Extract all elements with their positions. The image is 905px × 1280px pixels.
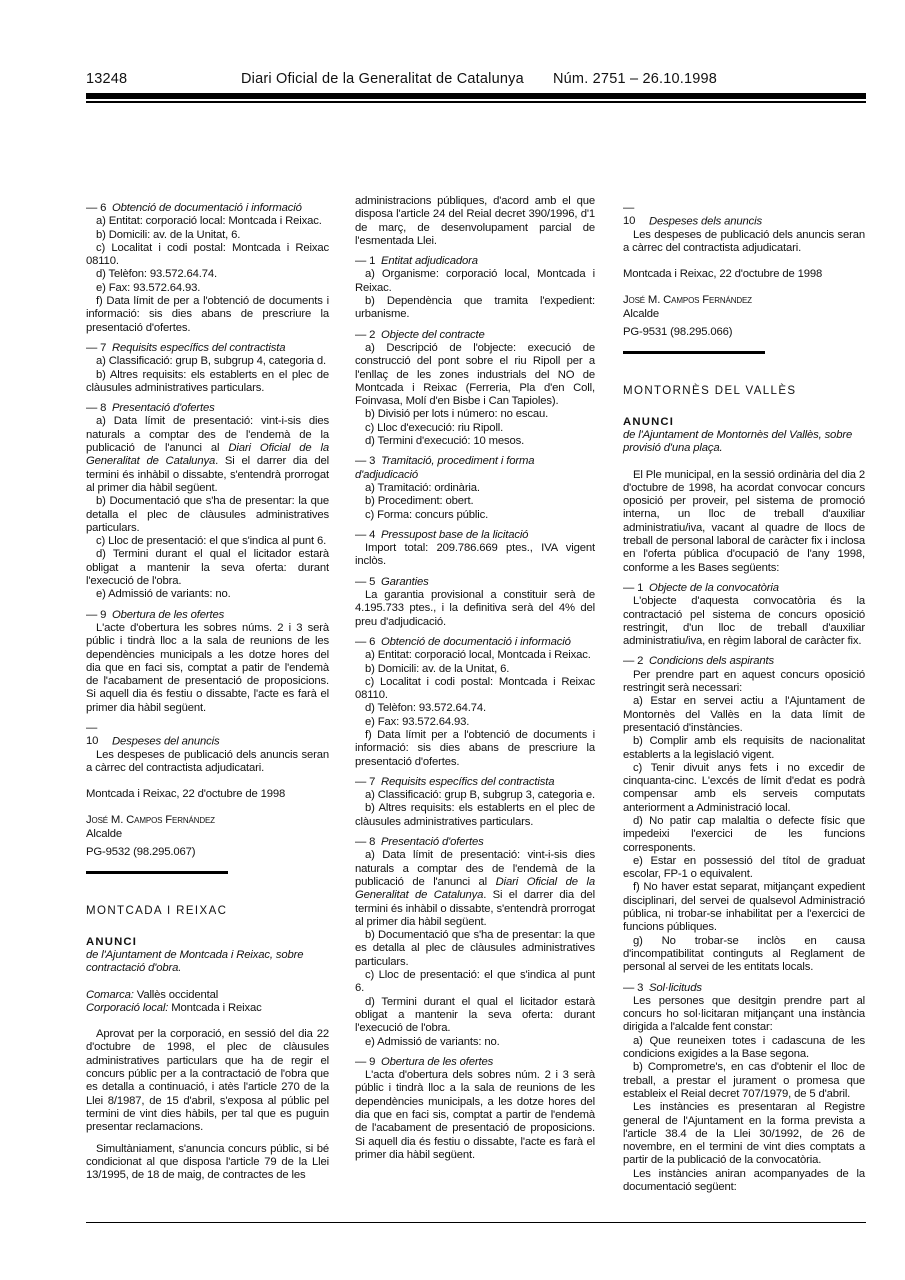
paragraph [355, 435, 595, 448]
text-run: f) No haver estat separat, mitjançant expedient disciplinari, del servei de qualsevol Administració pública, ni trobar-se inhabilitat per a l'exercici de funcions públiques. [623, 881, 865, 934]
paragraph [355, 295, 595, 322]
text-run: e) Fax: 93.572.64.93. [96, 281, 201, 294]
text-run: Aprovat per la corporació, en sessió del dia 22 d'octubre de 1998, el plec de clàusules administratives particulars que ha de regir el concurs públic per a la contractació de l'obra que es detalla a continuació, i atès l'article 270 de la Llei 8/1987, de 15 d'abril, s'exposa al públic pel termini de vint dies hàbils, per tal que es puguin presentar reclamacions. [86, 1028, 329, 1134]
paragraph [355, 495, 595, 508]
section-heading [86, 342, 329, 355]
paragraph [355, 422, 595, 435]
heading-number: — 7 [355, 775, 376, 788]
paragraph [355, 542, 595, 569]
heading-number: — 8 [355, 836, 376, 849]
heading-number: — 3 [355, 455, 376, 468]
heading-title: Objecte de la convocatòria [649, 581, 779, 594]
paragraph [623, 229, 865, 256]
signatory-role: Alcalde [86, 827, 123, 840]
paragraph [355, 482, 595, 495]
heading-title: Pressupost base de la licitació [381, 528, 529, 541]
section-heading [355, 255, 595, 268]
text-run: a) Organisme: corporació local, Montcada i Reixac. [355, 268, 595, 294]
heading-title: Obtenció de documentació i informació [112, 202, 302, 214]
text-run: c) Tenir divuit anys fets i no excedir de cinquanta-cinc. L'excés de límit d'edat es podrà compensar amb els serveis computats anteriorment a Administració local. [623, 761, 865, 814]
text-run: a) Tramitació: ordinària. [365, 481, 480, 494]
section-heading [86, 402, 329, 415]
text-run: . Si el darrer dia del termini és inhàbil o dissabte, s'entendrà prorrogat al primer dia hàbil següent. [355, 889, 596, 928]
paragraph [355, 268, 595, 295]
heading-number: — 10 [623, 202, 636, 228]
heading-title: Obertura de les ofertes [112, 608, 225, 621]
section-heading [623, 982, 865, 995]
paragraph [355, 802, 595, 829]
announcement-subtitle: de l'Ajuntament de Montornès del Vallès, sobre provisió d'una plaça. [623, 428, 853, 455]
text-run: a) Data límit de presentació: vint-i-sis dies naturals a comptar des de l'endemà de la publicació de l'anunci al [355, 849, 595, 888]
heading-title: Obertura de les ofertes [381, 1055, 494, 1068]
place-date: Montcada i Reixac, 22 d'octubre de 1998 [623, 268, 823, 281]
column-3 [623, 195, 865, 1194]
text-run: a) Descripció de l'objecte: execució de construcció del pont sobre el riu Ripoll per a l'enllaç de les zones industrials del NO de Montcada i Reixac (Ferreria, Pla d'en Coll, Foinvasa, Molí d'en Bisbe i Can Tapioles). [355, 341, 595, 408]
section-heading [86, 609, 329, 622]
paragraph [355, 195, 595, 248]
text-run: c) Localitat i codi postal: Montcada i Reixac 08110. [86, 241, 329, 268]
heading-title: Garanties [381, 575, 429, 588]
text-run: e) Fax: 93.572.64.93. [365, 715, 470, 728]
text-run: Import total: 209.786.669 ptes., IVA vigent inclòs. [355, 542, 595, 568]
paragraph [86, 622, 329, 715]
section-heading [355, 455, 595, 482]
text-run: d) Termini d'execució: 10 mesos. [365, 435, 525, 448]
heading-title: Requisits específics del contractista [112, 341, 286, 354]
metadata-line [86, 1002, 329, 1015]
paragraph [86, 1028, 329, 1134]
reference-code: PG-9532 (98.295.067) [86, 846, 196, 859]
paragraph [623, 995, 865, 1035]
paragraph [355, 996, 595, 1036]
announcement-subtitle: de l'Ajuntament de Montcada i Reixac, sobre contractació d'obra. [86, 948, 304, 975]
heading-number: — 3 [623, 981, 644, 994]
paragraph [355, 589, 595, 629]
paragraph [623, 695, 865, 735]
paragraph [355, 663, 595, 676]
paragraph [86, 282, 329, 295]
text-run: f) Data límit de per a l'obtenció de documents i informació: sis dies abans de prescriure la presentació d'ofertes. [86, 295, 329, 334]
heading-number: — 2 [355, 328, 376, 341]
announcement-title: ANUNCI [86, 935, 138, 948]
paragraph [86, 495, 329, 535]
text-run: Les instàncies aniran acompanyades de la documentació següent: [623, 1167, 865, 1193]
paragraph [355, 1036, 595, 1049]
paragraph [355, 1069, 595, 1162]
metadata-value: Vallès occidental [133, 988, 219, 1001]
paragraph [623, 735, 865, 762]
paragraph [86, 268, 329, 281]
paragraph [623, 881, 865, 934]
text-run: a) Data límit de presentació: vint-i-sis dies naturals a comptar des de l'endemà de la publicació de l'anunci al [86, 415, 329, 455]
text-run: Simultàniament, s'anuncia concurs públic, si bé condicionat al que disposa l'article 79 de la Llei 13/1995, de 18 de maig, de contractes de les [86, 1142, 329, 1182]
text-run: e) Admissió de variants: no. [96, 588, 231, 601]
paragraph [86, 369, 329, 396]
paragraph [355, 702, 595, 715]
metadata-value: Montcada i Reixac [168, 1001, 262, 1014]
text-run: c) Lloc de presentació: el que s'indica al punt 6. [355, 969, 595, 995]
text-run: b) Documentació que s'ha de presentar: la que es detalla al plec de clàusules administratives particulars. [355, 929, 595, 968]
section-heading [355, 836, 595, 849]
heading-number: — 9 [355, 1055, 376, 1068]
paragraph [355, 649, 595, 662]
paragraph [355, 342, 595, 408]
text-run: Les despeses de publicació dels anuncis seran a càrrec del contractista adjudicatari. [623, 228, 865, 254]
header-thin-rule [86, 101, 866, 103]
paragraph [86, 588, 329, 601]
signatory-name: José M. Campos Fernández [86, 814, 215, 827]
paragraph [623, 595, 865, 648]
publication-title: Diari Oficial de la Generalitat de Catalunya [241, 71, 524, 87]
text-run: . Si el darrer dia del termini és inhàbil o dissabte, s'entendrà prorrogat al primer dia hàbil següent. [86, 455, 329, 494]
separator-rule [86, 871, 228, 874]
paragraph [623, 469, 865, 575]
announcement-title: ANUNCI [623, 415, 675, 428]
heading-number: — 5 [355, 575, 376, 588]
section-heading [355, 776, 595, 789]
paragraph [86, 749, 329, 776]
heading-number: — 9 [86, 608, 107, 621]
text-run: a) Classificació: grup B, subgrup 3, categoria e. [365, 789, 596, 802]
text-run: c) Lloc de presentació: el que s'indica al punt 6. [96, 535, 327, 548]
heading-number: — 6 [86, 202, 107, 214]
text-run: d) No patir cap malaltia o defecte físic que impedeixi l'exercici de les funcions corresponents. [623, 814, 865, 854]
heading-title: Sol·licituds [649, 981, 702, 994]
section-heading [623, 655, 865, 668]
text-run: L'acta d'obertura dels sobres núm. 2 i 3 serà públic i tindrà lloc a la sala de reunions de les dependències municipals, a les dotze hores del dia que en faci sis, comptat a partir de l'endemà de l'acabament de presentació de proposicions. Si aquell dia és festiu o dissabte, l'acte es farà el primer dia hàbil següent. [355, 1069, 595, 1161]
heading-title: Presentació d'ofertes [381, 836, 484, 849]
heading-title: Despeses del anuncis [112, 735, 220, 748]
paragraph [623, 1101, 865, 1167]
paragraph [86, 215, 329, 228]
text-run: b) Divisió per lots i número: no escau. [365, 408, 549, 421]
footer-rule [86, 1222, 866, 1223]
paragraph [355, 849, 595, 929]
heading-title: Presentació d'ofertes [112, 402, 215, 415]
heading-title: Despeses dels anuncis [649, 215, 763, 228]
metadata-label: Comarca: [86, 988, 134, 1001]
text-run: a) Entitat: corporació local: Montcada i Reixac. [96, 215, 322, 228]
text-run: a) Estar en servei actiu a l'Ajuntament de Montornès del Vallès en la data límit de presentació d'instàncies. [623, 695, 865, 734]
section-heading [355, 1056, 595, 1069]
text-run: g) No trobar-se inclòs en causa d'incompatibilitat continguts al Reglament de personal al servei de les entitats locals. [623, 934, 865, 974]
municipality-heading: MONTCADA I REIXAC [86, 905, 228, 918]
paragraph [623, 1061, 865, 1101]
text-run: c) Lloc d'execució: riu Ripoll. [365, 421, 504, 434]
text-run: b) Altres requisits: els establerts en el plec de clàusules administratives particulars. [355, 802, 595, 828]
text-run: d) Telèfon: 93.572.64.74. [365, 702, 487, 715]
paragraph [86, 295, 329, 335]
text-run: b) Dependència que tramita l'expedient: urbanisme. [355, 295, 595, 321]
italic-run: Diari Oficial de la Generalitat de Catalunya [86, 442, 329, 468]
heading-number: — 2 [623, 655, 644, 668]
place-date: Montcada i Reixac, 22 d'octubre de 1998 [86, 788, 286, 801]
text-run: f) Data límit per a l'obtenció de documents i informació: sis dies abans de prescriure la presentació d'ofertes. [355, 728, 595, 768]
signatory-name: José M. Campos Fernández [623, 294, 752, 307]
paragraph [623, 669, 865, 696]
heading-title: Entitat adjudicadora [381, 255, 478, 268]
paragraph [86, 355, 329, 368]
issue-number-date: Núm. 2751 – 26.10.1998 [553, 71, 718, 87]
heading-number: — 1 [623, 581, 644, 594]
paragraph [355, 789, 595, 802]
text-run: Les instàncies es presentaran al Registre general de l'Ajuntament en la forma prevista a l'article 38.4 de la Llei 30/1992, de 26 de novembre, en el termini de vint dies comptats a partir de la publicació de la convocatòria. [623, 1101, 865, 1167]
text-run: L'objecte d'aquesta convocatòria és la contractació pel sistema de concurs oposició restringit, d'un lloc de treball d'auxiliar administratiu/iva, en règim laboral de caràcter fix. [623, 595, 865, 648]
paragraph [623, 762, 865, 815]
metadata-label: Corporació local: [86, 1001, 169, 1014]
section-heading [355, 329, 595, 342]
heading-number: — 7 [86, 341, 107, 354]
heading-title: Requisits específics del contractista [381, 775, 555, 788]
section-heading [355, 529, 595, 542]
column-2 [355, 195, 595, 1162]
text-run: b) Altres requisits: els establerts en el plec de clàusules administratives particulars. [86, 368, 329, 394]
paragraph [355, 729, 595, 769]
text-run: a) Classificació: grup B, subgrup 4, categoria d. [96, 355, 327, 368]
text-run: d) Termini durant el qual el licitador estarà obligat a mantenir la seva oferta: durant l'execució de l'obra. [86, 548, 329, 588]
paragraph [355, 676, 595, 703]
text-run: administracions públiques, d'acord amb el que disposa l'article 24 del Reial decret 390/1996, d'1 de març, de desenvolupament parcial de l'esmentada Llei. [355, 195, 595, 247]
separator-rule [623, 351, 765, 354]
text-run: b) Complir amb els requisits de nacionalitat establerts a la legislació vigent. [623, 735, 865, 761]
heading-number: — 8 [86, 402, 107, 415]
heading-title: Condicions dels aspirants [649, 655, 774, 668]
header-thick-rule [86, 93, 866, 99]
paragraph [86, 548, 329, 588]
municipality-heading: MONTORNÈS DEL VALLÈS [623, 385, 797, 398]
heading-title: Objecte del contracte [381, 328, 485, 341]
paragraph [355, 509, 595, 522]
heading-number: — 1 [355, 255, 376, 268]
text-run: e) Admissió de variants: no. [365, 1035, 500, 1048]
paragraph [86, 1143, 329, 1183]
heading-number: — 6 [355, 635, 376, 648]
section-heading [86, 722, 329, 749]
paragraph [623, 855, 865, 882]
paragraph [355, 969, 595, 996]
text-run: c) Localitat i codi postal: Montcada i Reixac 08110. [355, 675, 595, 702]
heading-title: Tramitació, procediment i forma d'adjudicació [355, 455, 535, 481]
paragraph [623, 815, 865, 855]
metadata-line [86, 989, 329, 1002]
paragraph [355, 408, 595, 421]
section-heading [623, 202, 865, 229]
text-run: a) Entitat: corporació local, Montcada i Reixac. [365, 649, 591, 662]
paragraph [623, 1168, 865, 1195]
section-heading [623, 582, 865, 595]
column-1 [86, 195, 329, 1182]
text-run: L'acte d'obertura les sobres núms. 2 i 3 serà públic i tindrà lloc a la sala de reunions de les dependències municipals a les dotze hores del dia que en faci sis, comptat a patir de l'endemà de l'acabament de presentació de proposicions. Si aquell dia és festiu o dissabte, l'acte es farà el primer dia hàbil següent. [86, 621, 329, 714]
text-run: b) Procediment: obert. [365, 495, 474, 508]
text-run: b) Comprometre's, en cas d'obtenir el lloc de treball, a prestar el jurament o promesa que estableix el Reial decret 707/1979, de 5 d'abril. [623, 1061, 865, 1100]
section-heading [355, 576, 595, 589]
signatory-role: Alcalde [623, 307, 660, 320]
heading-title: Obtenció de documentació i informació [381, 635, 571, 648]
text-run: b) Domicili: av. de la Unitat, 6. [96, 228, 241, 241]
paragraph [86, 229, 329, 242]
heading-number: — 10 [86, 721, 99, 748]
reference-code: PG-9531 (98.295.066) [623, 326, 733, 339]
text-run: b) Domicili: av. de la Unitat, 6. [365, 662, 510, 675]
italic-run: Diari Oficial de la Generalitat de Catalunya [355, 875, 595, 902]
paragraph [86, 415, 329, 495]
paragraph [86, 535, 329, 548]
page-number: 13248 [86, 71, 128, 87]
paragraph [623, 935, 865, 975]
text-run: e) Estar en possessió del títol de graduat escolar, FP-1 o equivalent. [623, 854, 865, 881]
paragraph [623, 1035, 865, 1062]
section-heading [86, 202, 329, 215]
text-run: a) Que reuneixen totes i cadascuna de les condicions exigides a la Base segona. [623, 1034, 865, 1061]
heading-number: — 4 [355, 528, 376, 541]
text-run: d) Telèfon: 93.572.64.74. [96, 268, 218, 281]
text-run: c) Forma: concurs públic. [365, 508, 489, 521]
text-run: El Ple municipal, en la sessió ordinària del dia 2 d'octubre de 1998, ha acordat convocar concurs oposició per proveir, pel sistema de promoció interna, un lloc de treball d'auxiliar administratiu/iva, vacant al quadre de llocs de treball de personal laboral de caràcter fix i inclosa en l'oferta pública d'ocupació de l'any 1998, conforme a les Bases següents: [623, 468, 865, 574]
text-run: d) Termini durant el qual el licitador estarà obligat a mantenir la seva oferta: durant l'execució de l'obra. [355, 995, 595, 1035]
paragraph [355, 929, 595, 969]
text-run: La garantia provisional a constituir serà de 4.195.733 ptes., i la definitiva serà del 4% del preu d'adjudicació. [355, 589, 595, 628]
text-run: b) Documentació que s'ha de presentar: la que detalla el plec de clàusules administratives particulars. [86, 495, 329, 534]
text-run: Les despeses de publicació dels anuncis seran a càrrec del contractista adjudicatari. [86, 748, 329, 774]
text-run: Les persones que desitgin prendre part al concurs ho sol·licitaran mitjançant una instància dirigida a l'alcalde fent constar: [623, 994, 865, 1034]
text-run: Per prendre part en aquest concurs oposició restringit serà necessari: [623, 668, 865, 695]
section-heading [355, 636, 595, 649]
paragraph [355, 716, 595, 729]
paragraph [86, 242, 329, 269]
